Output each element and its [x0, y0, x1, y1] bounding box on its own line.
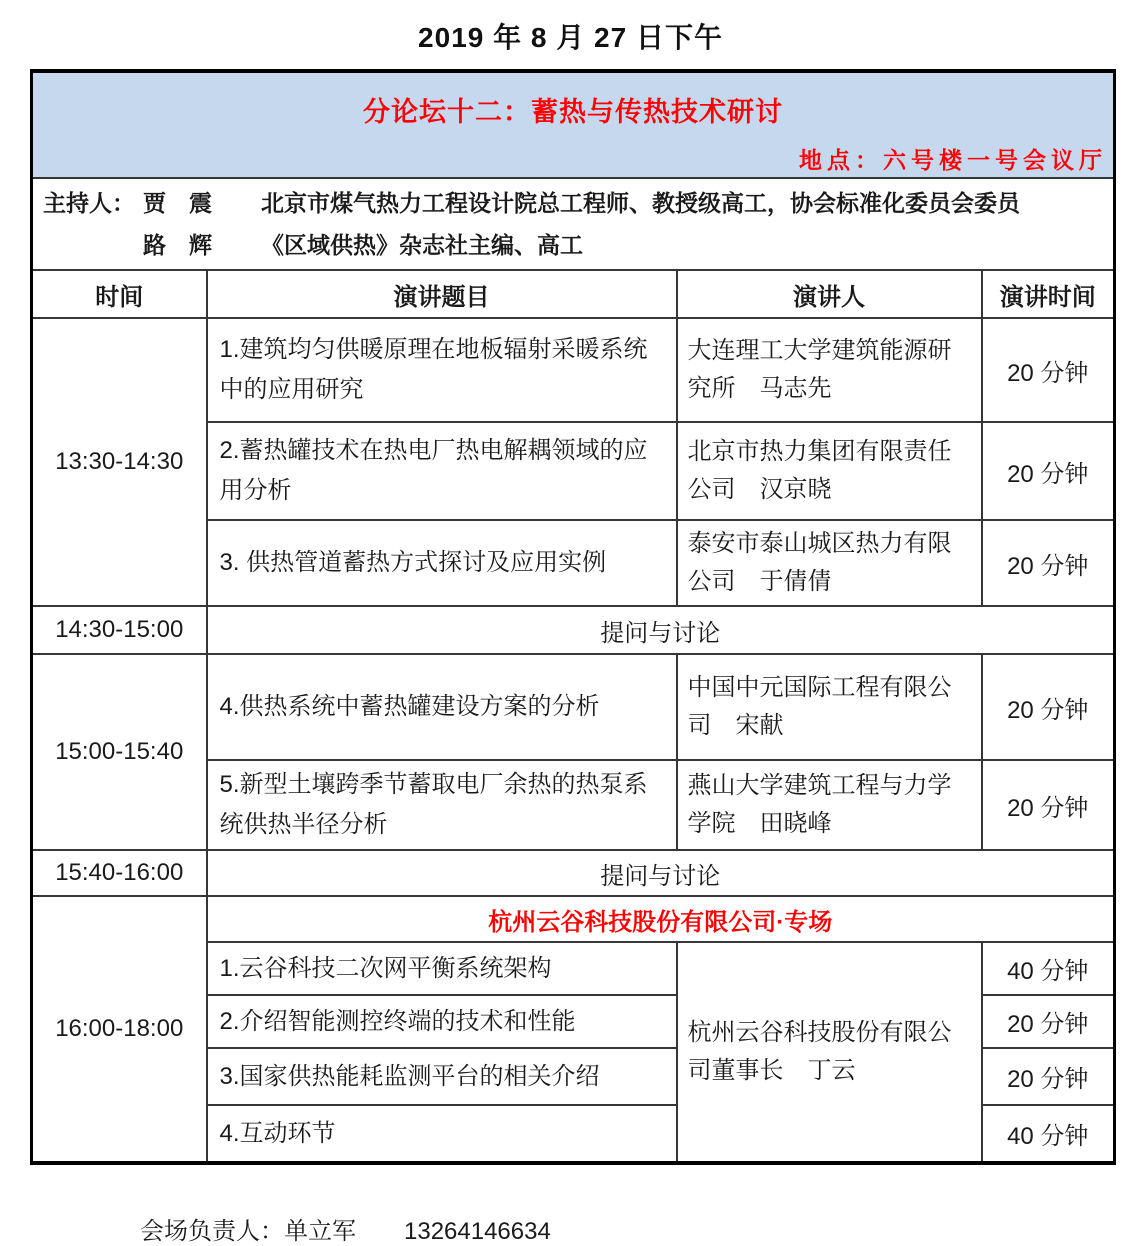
qa-row [32, 606, 1115, 654]
moderator-desc: 《区域供热》杂志社主编、高工 [261, 232, 583, 258]
page-title: 2019 年 8 月 27 日下午 [418, 22, 723, 53]
talk-title-cell: 2.介绍智能测控终端的技术和性能 [207, 995, 677, 1048]
talk-title-cell: 3.国家供热能耗监测平台的相关介绍 [207, 1048, 677, 1105]
speaker-cell: 燕山大学建筑工程与力学学院 田晓峰 [677, 760, 982, 850]
moderators-cell [32, 178, 1115, 270]
header-duration: 演讲时间 [982, 270, 1115, 318]
duration-cell: 20 分钟 [982, 654, 1115, 760]
duration-cell: 40 分钟 [982, 1105, 1115, 1163]
speaker-cell: 泰安市泰山城区热力有限公司 于倩倩 [677, 520, 982, 606]
moderator-desc: 北京市煤气热力工程设计院总工程师、教授级高工，协会标准化委员会委员 [261, 190, 1020, 216]
forum-banner [32, 71, 1115, 178]
moderator-name: 路 辉 [143, 232, 212, 258]
talk-title-cell: 4.供热系统中蓄热罐建设方案的分析 [207, 654, 677, 760]
table-header-row [32, 270, 1115, 318]
talk-title-cell: 2.蓄热罐技术在热电厂热电解耦领域的应用分析 [207, 422, 677, 520]
agenda-page [0, 16, 1141, 1246]
duration-cell: 20 分钟 [982, 422, 1115, 520]
moderators-row [32, 178, 1115, 270]
forum-location: 地点：六号楼一号会议厅 [799, 147, 1107, 173]
moderator-line [43, 182, 1103, 224]
duration-cell: 20 分钟 [982, 760, 1115, 850]
duration-cell: 20 分钟 [982, 995, 1115, 1048]
qa-cell: 提问与讨论 [207, 850, 1115, 896]
moderator-label: 主持人： [43, 190, 135, 216]
time-cell: 15:00-15:40 [32, 654, 207, 850]
duration-cell: 20 分钟 [982, 1048, 1115, 1105]
schedule-table [30, 69, 1116, 1165]
talk-title-cell: 3. 供热管道蓄热方式探讨及应用实例 [207, 520, 677, 606]
speaker-cell: 大连理工大学建筑能源研究所 马志先 [677, 318, 982, 422]
special-session-row [32, 896, 1115, 942]
duration-cell: 20 分钟 [982, 318, 1115, 422]
speaker-cell: 北京市热力集团有限责任公司 汉京晓 [677, 422, 982, 520]
talk-row [32, 654, 1115, 760]
moderator-line [43, 224, 1103, 266]
time-cell: 13:30-14:30 [32, 318, 207, 606]
venue-manager-phone: 13264146634 [404, 1218, 551, 1245]
talk-title-cell: 5.新型土壤跨季节蓄取电厂余热的热泵系统供热半径分析 [207, 760, 677, 850]
header-time: 时间 [32, 270, 207, 318]
time-cell: 15:40-16:00 [32, 850, 207, 896]
time-cell: 14:30-15:00 [32, 606, 207, 654]
talk-row [32, 318, 1115, 422]
talk-title-cell: 4.互动环节 [207, 1105, 677, 1163]
duration-cell: 40 分钟 [982, 942, 1115, 995]
forum-banner-row [32, 71, 1115, 178]
venue-manager-label: 会场负责人：单立军 [140, 1218, 356, 1245]
talk-title-cell: 1.建筑均匀供暖原理在地板辐射采暖系统中的应用研究 [207, 318, 677, 422]
qa-cell: 提问与讨论 [207, 606, 1115, 654]
moderator-name: 贾 震 [143, 190, 212, 216]
qa-row [32, 850, 1115, 896]
special-session-title: 杭州云谷科技股份有限公司·专场 [207, 896, 1115, 942]
talk-title-cell: 1.云谷科技二次网平衡系统架构 [207, 942, 677, 995]
speaker-cell: 中国中元国际工程有限公司 宋献 [677, 654, 982, 760]
footer [140, 1211, 1141, 1246]
header-speaker: 演讲人 [677, 270, 982, 318]
header-talk-title: 演讲题目 [207, 270, 677, 318]
time-cell: 16:00-18:00 [32, 896, 207, 1163]
forum-title: 分论坛十二：蓄热与传热技术研讨 [363, 97, 783, 127]
duration-cell: 20 分钟 [982, 520, 1115, 606]
speaker-cell: 杭州云谷科技股份有限公司董事长 丁云 [677, 942, 982, 1163]
